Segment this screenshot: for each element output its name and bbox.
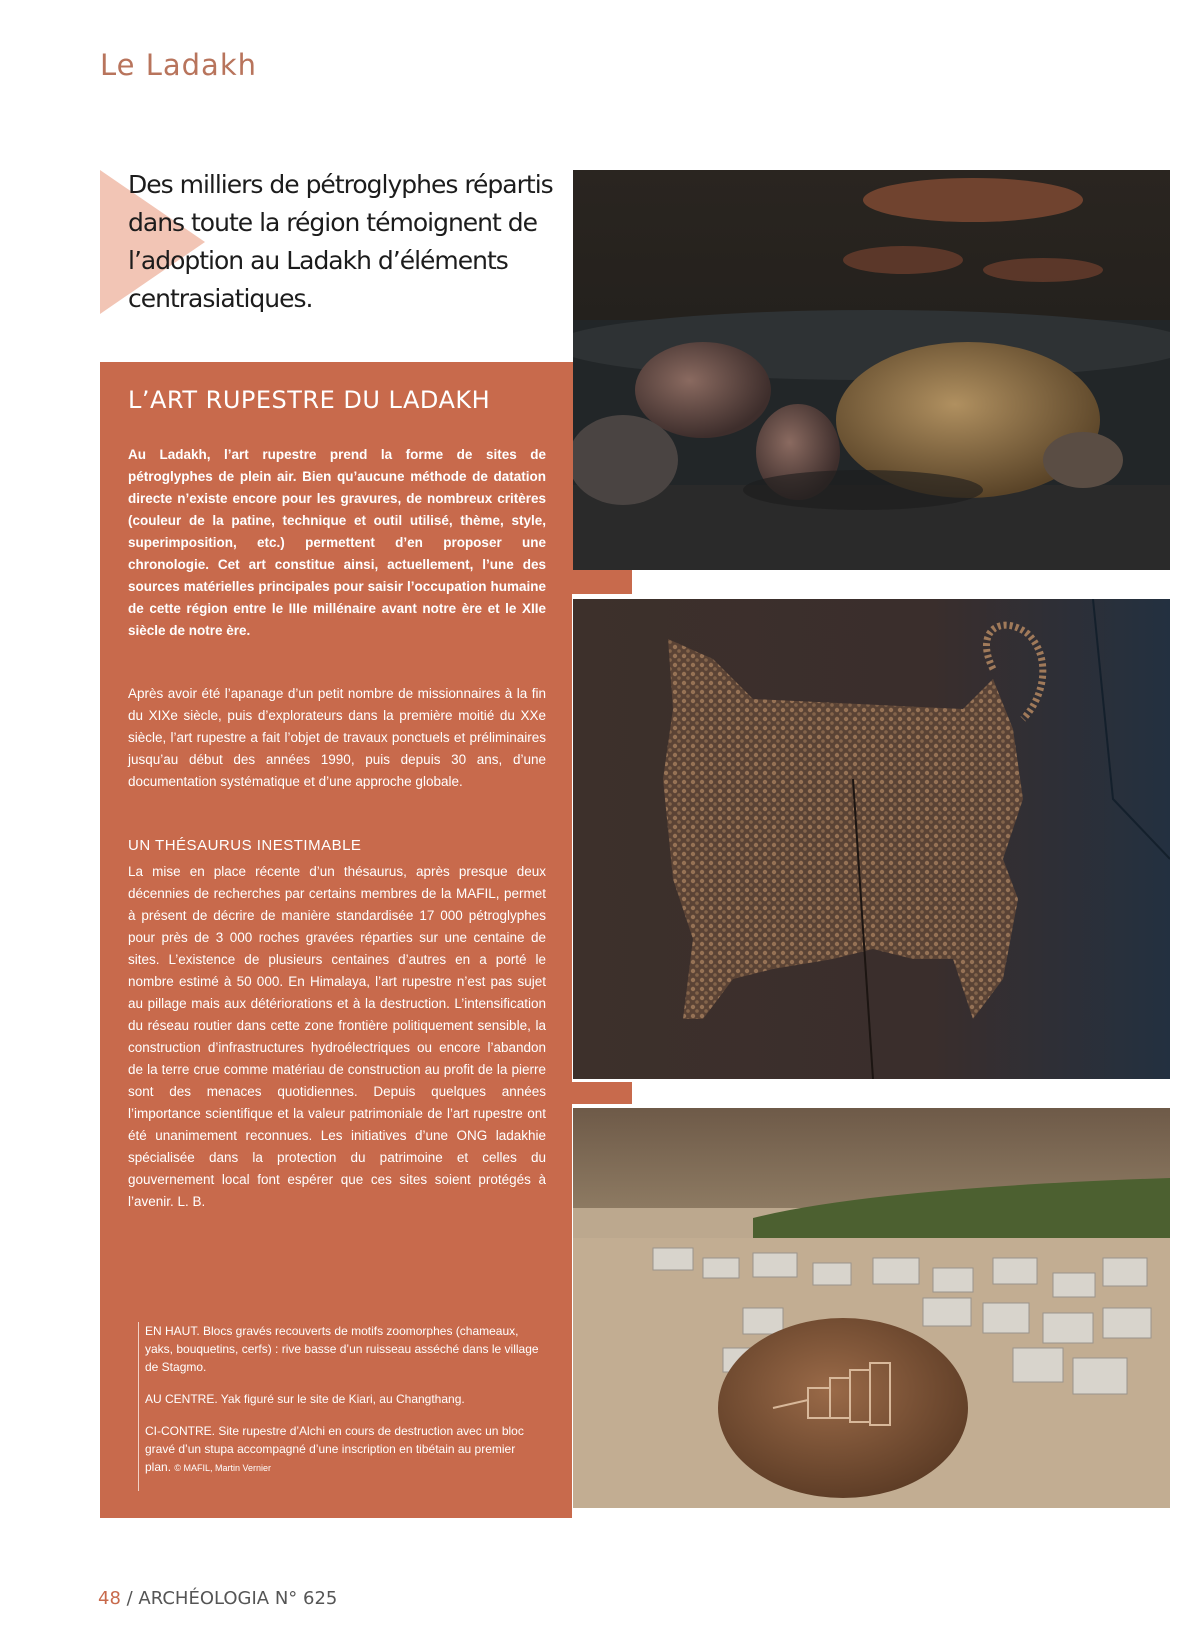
page-footer — [98, 1588, 337, 1609]
section-title: Le Ladakh — [100, 48, 257, 82]
caption-bottom-text: CI-CONTRE. Site rupestre d’Alchi en cours de destruction avec un bloc gravé d’un stupa accompagné d’une inscription en tibétain au premier plan. — [145, 1424, 524, 1474]
box-extension-middle — [572, 1082, 632, 1104]
caption-bottom — [145, 1422, 543, 1477]
photo-alchi-stupa-boulder — [573, 1108, 1170, 1508]
box-title: L’ART RUPESTRE DU LADAKH — [128, 386, 491, 414]
box-intro-paragraph: Au Ladakh, l’art rupestre prend la forme de sites de pétroglyphes de plein air. Bien qu’aucune méthode de datation directe n’existe encore pour les gravures, de nombreux critères (couleur de la patine, technique et outil utilisé, thème, style, superimposition, etc.) permettent d’en proposer une chronologie. Cet art constitue ainsi, actuellement, l’une des sources matérielles principales pour saisir l’occupation humaine de cette région entre le IIIe millénaire avant notre ère et le XIIe siècle de notre ère. — [128, 447, 546, 638]
photo-captions — [138, 1322, 543, 1491]
page-number: 48 — [98, 1588, 121, 1609]
magazine-issue: / ARCHÉOLOGIA N° 625 — [126, 1588, 338, 1609]
lead-quote: Des milliers de pétroglyphes répartis dans toute la région témoignent de l’adoption au Ladakh d’éléments centrasiatiques. — [128, 170, 553, 313]
box-subtitle: UN THÉSAURUS INESTIMABLE — [128, 837, 362, 854]
photo-yak-petroglyph — [573, 599, 1170, 1079]
caption-top: EN HAUT. Blocs gravés recouverts de motifs zoomorphes (chameaux, yaks, bouquetins, cerfs) : rive basse d’un ruisseau asséché dans le village de Stagmo. — [145, 1324, 539, 1374]
box-paragraph-2: Après avoir été l’apanage d’un petit nombre de missionnaires à la fin du XIXe siècle, puis d’explorateurs dans la première moitié du XXe siècle, l’art rupestre a fait l’objet de travaux ponctuels et préliminaires jusqu’au début des années 1990, puis depuis 30 ans, d’une documentation systématique et d’une approche globale. — [128, 686, 546, 789]
sidebar-box — [100, 362, 572, 1518]
photo-boulders-night — [573, 170, 1170, 570]
photo-credit: © MAFIL, Martin Vernier — [174, 1463, 272, 1473]
caption-center: AU CENTRE. Yak figuré sur le site de Kiari, au Changthang. — [145, 1392, 465, 1406]
box-paragraph-3: La mise en place récente d’un thésaurus, après presque deux décennies de recherches par certains membres de la MAFIL, permet à présent de décrire de manière standardisée 17 000 pétroglyphes pour près de 3 000 roches gravées réparties sur une centaine de sites. L’existence de plusieurs centaines d’autres en a porté le nombre estimé à 50 000. En Himalaya, l’art rupestre n’est pas sujet au pillage mais aux détériorations et à la destruction. L’intensification du réseau routier dans cette zone frontière politiquement sensible, la construction d’infrastructures hydroélectriques ou encore l’abandon de la terre crue comme matériau de construction au profit de la pierre sont des menaces quotidiennes. Depuis quelques années l’importance scientifique et la valeur patrimoniale de l’art rupestre ont été unanimement reconnues. Les initiatives d’une ONG ladakhie spécialisée dans la protection du patrimoine et celles du gouvernement local font espérer que ces sites soient protégés à l’avenir. L. B. — [128, 864, 546, 1209]
